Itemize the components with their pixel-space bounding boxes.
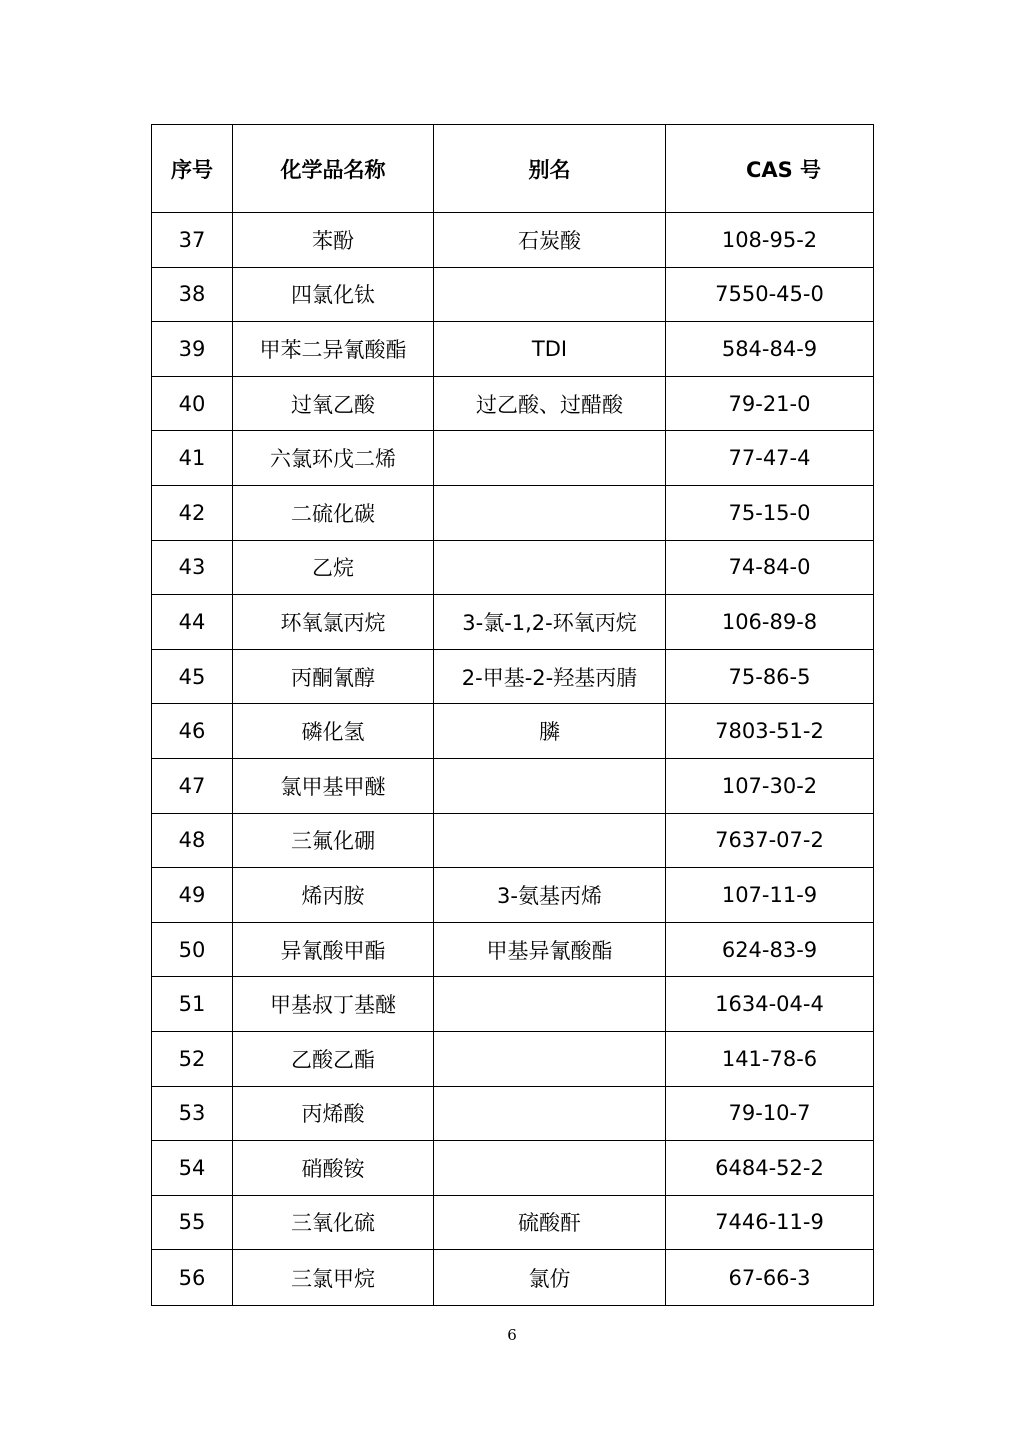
cell-alias: 膦: [434, 704, 666, 759]
cell-name: 乙酸乙酯: [233, 1031, 434, 1086]
cell-alias: [434, 431, 666, 486]
cell-alias: 甲基异氰酸酯: [434, 922, 666, 977]
cell-cas: 6484-52-2: [666, 1141, 874, 1196]
table-row: [152, 922, 874, 977]
cell-cas: 7637-07-2: [666, 813, 874, 868]
cell-name: 三氯甲烷: [233, 1250, 434, 1306]
cell-alias: [434, 1086, 666, 1141]
table-row: [152, 431, 874, 486]
table-row: [152, 595, 874, 650]
cell-no: 45: [152, 649, 233, 704]
cell-no: 49: [152, 868, 233, 923]
cell-no: 48: [152, 813, 233, 868]
table-row: [152, 1086, 874, 1141]
cell-name: 烯丙胺: [233, 868, 434, 923]
cell-name: 苯酚: [233, 213, 434, 268]
cell-no: 54: [152, 1141, 233, 1196]
chemical-table: [151, 124, 874, 1306]
cell-name: 异氰酸甲酯: [233, 922, 434, 977]
table-body: [152, 213, 874, 1306]
cell-alias: 3-氨基丙烯: [434, 868, 666, 923]
table-row: [152, 649, 874, 704]
cell-alias: [434, 1141, 666, 1196]
cell-cas: 106-89-8: [666, 595, 874, 650]
cell-no: 44: [152, 595, 233, 650]
table-header-row: [152, 125, 874, 213]
cell-cas: 624-83-9: [666, 922, 874, 977]
table-row: [152, 704, 874, 759]
table-row: [152, 1141, 874, 1196]
table-row: [152, 213, 874, 268]
cell-name: 过氧乙酸: [233, 376, 434, 431]
header-cas: CAS 号: [666, 125, 874, 213]
page-number: 6: [507, 1326, 517, 1344]
cell-cas: 79-21-0: [666, 376, 874, 431]
table-row: [152, 376, 874, 431]
cell-alias: [434, 540, 666, 595]
cell-no: 40: [152, 376, 233, 431]
cell-no: 46: [152, 704, 233, 759]
cell-no: 56: [152, 1250, 233, 1306]
cell-no: 39: [152, 322, 233, 377]
cell-alias: 过乙酸、过醋酸: [434, 376, 666, 431]
cell-alias: [434, 1031, 666, 1086]
cell-no: 42: [152, 485, 233, 540]
header-alias: 别名: [434, 125, 666, 213]
cell-alias: [434, 758, 666, 813]
table-row: [152, 977, 874, 1032]
table-row: [152, 813, 874, 868]
cell-name: 硝酸铵: [233, 1141, 434, 1196]
table-row: [152, 1195, 874, 1250]
cell-cas: 74-84-0: [666, 540, 874, 595]
cell-name: 四氯化钛: [233, 267, 434, 322]
table-row: [152, 322, 874, 377]
cell-no: 53: [152, 1086, 233, 1141]
cell-no: 43: [152, 540, 233, 595]
cell-alias: 硫酸酐: [434, 1195, 666, 1250]
table-row: [152, 267, 874, 322]
cell-alias: [434, 977, 666, 1032]
cell-name: 乙烷: [233, 540, 434, 595]
table-row: [152, 758, 874, 813]
cell-no: 37: [152, 213, 233, 268]
cell-no: 47: [152, 758, 233, 813]
cell-name: 环氧氯丙烷: [233, 595, 434, 650]
cell-name: 磷化氢: [233, 704, 434, 759]
cell-cas: 75-15-0: [666, 485, 874, 540]
cell-cas: 108-95-2: [666, 213, 874, 268]
cell-no: 52: [152, 1031, 233, 1086]
table-row: [152, 1031, 874, 1086]
cell-name: 三氧化硫: [233, 1195, 434, 1250]
cell-cas: 79-10-7: [666, 1086, 874, 1141]
cell-alias: 石炭酸: [434, 213, 666, 268]
cell-alias: [434, 813, 666, 868]
table-row: [152, 868, 874, 923]
cell-name: 甲苯二异氰酸酯: [233, 322, 434, 377]
cell-cas: 7803-51-2: [666, 704, 874, 759]
cell-cas: 75-86-5: [666, 649, 874, 704]
cell-name: 三氟化硼: [233, 813, 434, 868]
cell-cas: 141-78-6: [666, 1031, 874, 1086]
cell-no: 50: [152, 922, 233, 977]
cell-alias: [434, 267, 666, 322]
cell-cas: 107-30-2: [666, 758, 874, 813]
cell-no: 38: [152, 267, 233, 322]
cell-alias: 氯仿: [434, 1250, 666, 1306]
cell-alias: 3-氯-1,2-环氧丙烷: [434, 595, 666, 650]
cell-name: 六氯环戊二烯: [233, 431, 434, 486]
cell-cas: 7550-45-0: [666, 267, 874, 322]
cell-alias: [434, 485, 666, 540]
cell-name: 丙烯酸: [233, 1086, 434, 1141]
table-row: [152, 1250, 874, 1306]
table-row: [152, 485, 874, 540]
cell-name: 甲基叔丁基醚: [233, 977, 434, 1032]
cell-alias: TDI: [434, 322, 666, 377]
table-row: [152, 540, 874, 595]
cell-name: 丙酮氰醇: [233, 649, 434, 704]
cell-cas: 67-66-3: [666, 1250, 874, 1306]
cell-no: 55: [152, 1195, 233, 1250]
cell-no: 41: [152, 431, 233, 486]
cell-cas: 1634-04-4: [666, 977, 874, 1032]
header-name: 化学品名称: [233, 125, 434, 213]
cell-name: 氯甲基甲醚: [233, 758, 434, 813]
cell-cas: 584-84-9: [666, 322, 874, 377]
cell-cas: 7446-11-9: [666, 1195, 874, 1250]
cell-no: 51: [152, 977, 233, 1032]
cell-alias: 2-甲基-2-羟基丙腈: [434, 649, 666, 704]
cell-name: 二硫化碳: [233, 485, 434, 540]
cell-cas: 77-47-4: [666, 431, 874, 486]
cell-cas: 107-11-9: [666, 868, 874, 923]
header-no: 序号: [152, 125, 233, 213]
